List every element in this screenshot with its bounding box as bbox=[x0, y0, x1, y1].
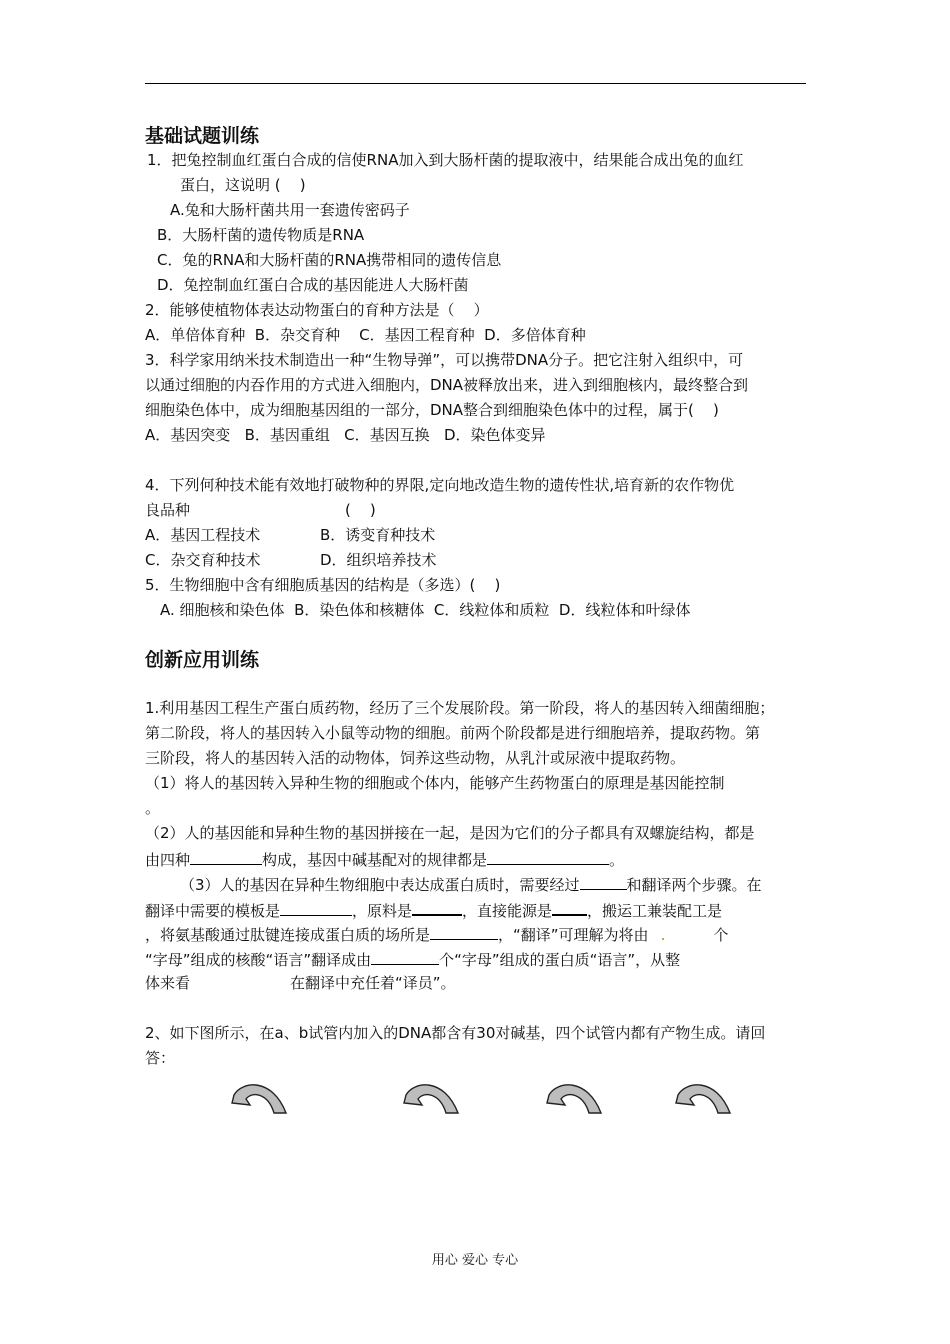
sub2-text-c: 。 bbox=[609, 851, 625, 869]
header-rule bbox=[145, 83, 806, 84]
sub3-text-i: 个 bbox=[713, 926, 729, 944]
q5-options: A. 细胞核和染色体 B．染色体和核糖体 C．线粒体和质粒 D．线粒体和叶绿体 bbox=[160, 601, 691, 619]
answer-blank[interactable] bbox=[280, 899, 352, 916]
q1-stem-line1: 1．把兔控制血红蛋白合成的信使RNA加入到大肠杆菌的提取液中，结果能合成出兔的血红 bbox=[147, 151, 744, 169]
sub3-text-d: ，原料是 bbox=[352, 902, 413, 920]
sub2-text-b: 构成，基因中碱基配对的规律都是 bbox=[262, 851, 488, 869]
p1-sub3-line1 bbox=[180, 873, 762, 895]
sub3-text-c: 翻译中需要的模板是 bbox=[145, 902, 281, 920]
q4-option-d: D．组织培养技术 bbox=[320, 551, 437, 569]
q1-stem-line2: 蛋白，这说明 ( ) bbox=[180, 176, 306, 194]
curved-arrow-icon bbox=[672, 1075, 734, 1117]
q1-option-d: D．兔控制血红蛋白合成的基因能进人大肠杆菌 bbox=[157, 276, 469, 294]
q5-stem: 5．生物细胞中含有细胞质基因的结构是（多选）( ) bbox=[145, 576, 501, 594]
sub3-text-g: ，将氨基酸通过肽键连接成蛋白质的场所是 bbox=[145, 926, 431, 944]
answer-blank[interactable] bbox=[412, 898, 462, 916]
p2-line2: 答： bbox=[145, 1049, 176, 1067]
section-title-basic: 基础试题训练 bbox=[145, 125, 260, 147]
p1-line1: 1.利用基因工程生产蛋白质药物，经历了三个发展阶段。第一阶段，将人的基因转入细菌细胞； bbox=[145, 699, 775, 717]
q4-option-c: C．杂交育种技术 bbox=[145, 551, 261, 569]
q4-paren: ( ) bbox=[345, 501, 376, 519]
q3-line1: 3．科学家用纳米技术制造出一种“生物导弹”，可以携带DNA分子。把它注射入组织中，可 bbox=[145, 351, 744, 369]
q3-line3: 细胞染色体中，成为细胞基因组的一部分，DNA整合到细胞染色体中的过程，属于( ) bbox=[145, 401, 719, 419]
q4-option-a: A．基因工程技术 bbox=[145, 526, 261, 544]
q1-option-b: B．大肠杆菌的遗传物质是RNA bbox=[157, 226, 365, 244]
answer-blank[interactable] bbox=[371, 948, 439, 965]
p1-sub2-line2 bbox=[145, 848, 624, 870]
p1-line3: 三阶段，将人的基因转入活的动物体，饲养这些动物，从乳汁或尿液中提取药物。 bbox=[145, 749, 686, 767]
section-title-innovation: 创新应用训练 bbox=[145, 649, 260, 671]
q1-option-c: C．兔的RNA和大肠杆菌的RNA携带相同的遗传信息 bbox=[157, 251, 502, 269]
q4-line1: 4．下列何种技术能有效地打破物种的界限,定向地改造生物的遗传性状,培育新的农作物优 bbox=[145, 476, 735, 494]
sub3-text-a: （3）人的基因在异种生物细胞中表达成蛋白质时，需要经过 bbox=[180, 876, 580, 894]
p1-sub3-line4 bbox=[145, 948, 680, 970]
page-footer: 用心 爱心 专心 bbox=[431, 1253, 519, 1268]
sub3-text-l: 体来看 bbox=[145, 974, 191, 992]
sub3-text-h: ，“翻译”可理解为将由 bbox=[498, 926, 649, 944]
curved-arrow-icon bbox=[400, 1075, 462, 1117]
p1-sub3-line3 bbox=[145, 923, 728, 945]
curved-arrow-icon bbox=[228, 1075, 290, 1117]
q3-options: A．基因突变 B．基因重组 C．基因互换 D．染色体变异 bbox=[145, 426, 546, 444]
q4-line2: 良品种 bbox=[145, 501, 191, 519]
sub3-text-k: 个“字母”组成的蛋白质“语言”，从整 bbox=[439, 951, 681, 969]
p1-sub1: （1）将人的基因转入异种生物的细胞或个体内，能够产生药物蛋白的原理是基因能控制 bbox=[145, 774, 725, 792]
answer-blank[interactable] bbox=[580, 873, 627, 890]
sub3-text-j: “字母”组成的核酸“语言”翻译成由 bbox=[145, 951, 372, 969]
sub3-dot: . bbox=[660, 926, 666, 944]
p1-sub3-line2 bbox=[145, 898, 722, 921]
sub3-text-f: ，搬运工兼装配工是 bbox=[587, 902, 723, 920]
answer-blank[interactable] bbox=[190, 848, 262, 865]
p1-sub3-line5 bbox=[145, 973, 456, 993]
p1-sub1-end: 。 bbox=[145, 799, 161, 817]
sub3-text-m: 在翻译中充任着“译员”。 bbox=[290, 974, 456, 992]
p2-line1: 2、如下图所示，在a、b试管内加入的DNA都含有30对碱基，四个试管内都有产物生成。请回 bbox=[145, 1024, 766, 1042]
p1-sub2-line1: （2）人的基因能和异种生物的基因拼接在一起，是因为它们的分子都具有双螺旋结构，都是 bbox=[145, 824, 755, 842]
answer-blank[interactable] bbox=[552, 898, 587, 916]
p1-line2: 第二阶段，将人的基因转入小鼠等动物的细胞。前两个阶段都是进行细胞培养，提取药物。第 bbox=[145, 724, 761, 742]
answer-blank[interactable] bbox=[487, 848, 609, 865]
q4-option-b: B．诱变育种技术 bbox=[320, 526, 436, 544]
sub3-text-b: 和翻译两个步骤。在 bbox=[626, 876, 762, 894]
sub3-text-e: ，直接能源是 bbox=[462, 902, 553, 920]
answer-blank[interactable] bbox=[430, 923, 498, 940]
sub2-text-a: 由四种 bbox=[145, 851, 191, 869]
q3-line2: 以通过细胞的内吞作用的方式进入细胞内，DNA被释放出来，进入到细胞核内，最终整合到 bbox=[145, 376, 749, 394]
q2-stem: 2．能够使植物体表达动物蛋白的育种方法是（ ） bbox=[145, 301, 489, 319]
q1-option-a: A.兔和大肠杆菌共用一套遗传密码子 bbox=[170, 201, 410, 219]
q2-options: A．单倍体育种 B．杂交育种 C．基因工程育种 D．多倍体育种 bbox=[145, 326, 586, 344]
curved-arrow-icon bbox=[543, 1075, 605, 1117]
